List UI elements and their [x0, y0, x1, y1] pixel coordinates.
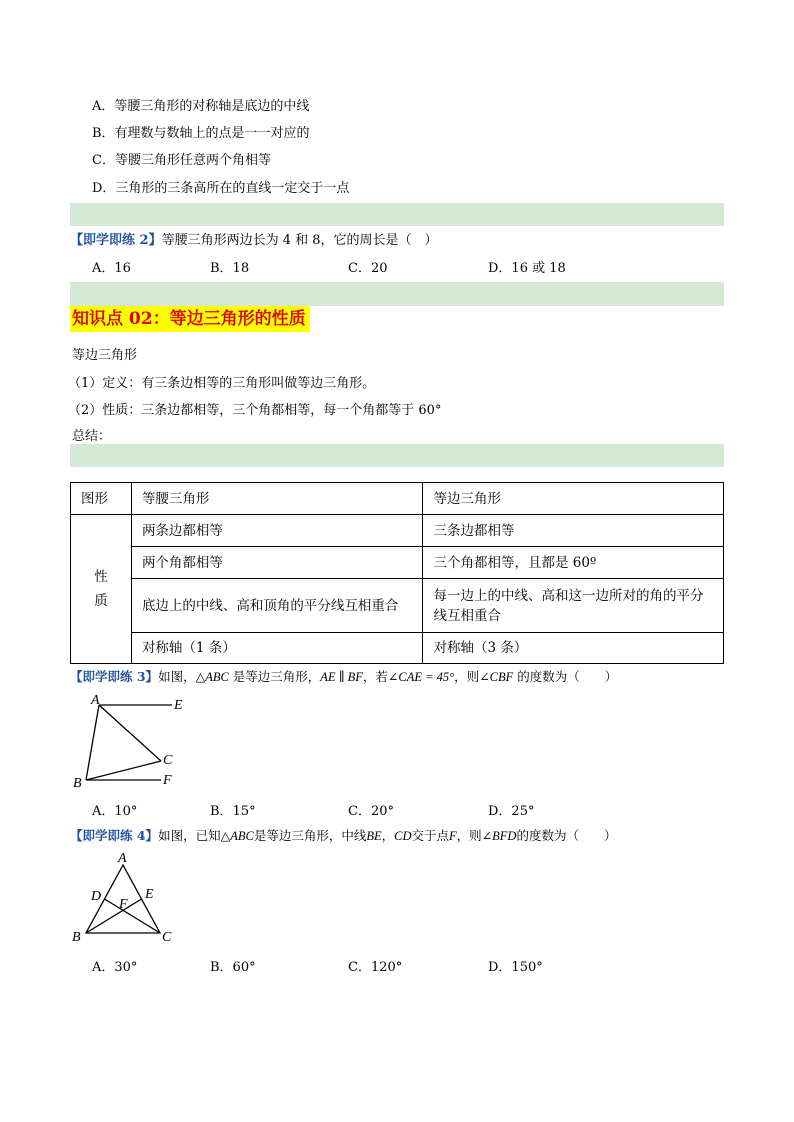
q3-option-a: A．10° — [92, 804, 138, 819]
q1-option-c: C．等腰三角形任意两个角相等 — [92, 153, 271, 168]
comparison-table — [70, 482, 724, 664]
answer-band — [70, 444, 724, 467]
q4-label-a: A — [118, 851, 127, 866]
q4-text: 如图，已知 — [158, 828, 221, 843]
table-cell: 对称轴（3 条） — [423, 633, 724, 664]
q4-label-d: D — [91, 889, 102, 904]
q2-tag: 【即学即练 2】 — [70, 233, 162, 248]
q3-tag: 【即学即练 3】 — [70, 669, 159, 684]
q3-math: ∠CBF — [479, 670, 514, 684]
q4-label-f: F — [119, 897, 128, 912]
table-cell: 两个角都相等 — [131, 547, 423, 579]
table-header-row — [71, 483, 724, 515]
q3-option-b: B．15° — [210, 804, 256, 819]
q1-option-d: D．三角形的三条高所在的直线一定交于一点 — [92, 181, 350, 196]
q1-option-b: B．有理数与数轴上的点是一一对应的 — [92, 126, 310, 141]
table-cell: 底边上的中线、高和顶角的平分线互相重合 — [131, 579, 423, 633]
q2-stem — [70, 229, 438, 248]
q2-option-a: A．16 — [92, 261, 131, 276]
q4-option-c: C．120° — [348, 960, 403, 975]
q3-label-b: B — [73, 776, 82, 790]
q4-option-a: A．30° — [92, 960, 138, 975]
table-row — [71, 547, 724, 579]
q4-text: ， — [381, 828, 395, 843]
table-cell: 两条边都相等 — [131, 515, 423, 547]
table-header-cell: 图形 — [71, 483, 132, 515]
q4-option-d: D．150° — [488, 960, 543, 975]
table-cell: 对称轴（1 条） — [131, 633, 423, 664]
section-subtitle: 等边三角形 — [72, 348, 138, 363]
q3-label-a: A — [91, 693, 100, 708]
q3-line-ab — [86, 705, 99, 780]
q2-option-b: B．18 — [210, 261, 250, 276]
q3-option-d: D．25° — [488, 804, 535, 819]
q4-text: ，则 — [456, 828, 482, 843]
q4-math: BE — [366, 829, 382, 843]
q4-tag: 【即学即练 4】 — [70, 828, 159, 843]
q2-text: 等腰三角形两边长为 4 和 8，它的周长是（ ） — [161, 233, 438, 248]
q4-math: ∠BFD — [481, 829, 517, 843]
table-row — [71, 515, 724, 547]
table-row — [71, 633, 724, 664]
property-text: （2）性质：三条边都相等，三个角都相等，每一个角都等于 60° — [68, 403, 442, 418]
q3-text: 的度数为（ ） — [513, 669, 618, 684]
q3-text: ，则 — [454, 669, 480, 684]
q2-option-c: C．20 — [348, 261, 388, 276]
q4-label-c: C — [162, 930, 172, 945]
q3-label-e: E — [174, 698, 183, 713]
section-heading: 知识点 02：等边三角形的性质 — [70, 306, 310, 332]
q2-option-d: D．16 或 18 — [488, 261, 566, 276]
q3-text: ，若 — [362, 669, 388, 684]
table-cell: 三个角都相等，且都是 60º — [423, 547, 724, 579]
q1-option-a: A．等腰三角形的对称轴是底边的中线 — [92, 99, 310, 114]
table-header-cell: 等腰三角形 — [131, 483, 423, 515]
definition-text: （1）定义：有三条边相等的三角形叫做等边三角形。 — [68, 376, 376, 391]
q4-label-e: E — [145, 887, 154, 902]
q4-text: 交于点 — [411, 828, 450, 843]
q3-stem — [70, 667, 617, 685]
q3-line-bc — [86, 761, 161, 780]
table-header-cell: 等边三角形 — [423, 483, 724, 515]
q4-stem — [70, 826, 616, 844]
q3-text: 是等边三角形， — [228, 669, 321, 684]
q4-option-b: B．60° — [210, 960, 256, 975]
q3-math: AE ∥ BF — [320, 670, 363, 684]
q4-math: △ABC — [220, 829, 254, 843]
q4-math: CD — [394, 829, 412, 843]
q4-math: F — [449, 829, 457, 843]
answer-band — [70, 203, 724, 226]
table-row-label: 性 质 — [71, 515, 132, 664]
q4-figure — [66, 848, 186, 948]
q3-math: △ABC — [195, 670, 229, 684]
q3-line-ac — [99, 705, 161, 761]
q4-text: 是等边三角形，中线 — [253, 828, 367, 843]
q3-label-c: C — [163, 753, 173, 768]
q3-label-f: F — [163, 773, 172, 788]
summary-label: 总结： — [72, 429, 112, 444]
q4-text: 的度数为（ ） — [516, 828, 617, 843]
q3-option-c: C．20° — [348, 804, 394, 819]
table-cell: 每一边上的中线、高和这一边所对的角的平分线互相重合 — [423, 579, 724, 633]
q3-math: ∠CAE = 45° — [387, 670, 455, 684]
q3-figure — [66, 690, 196, 790]
table-cell: 三条边都相等 — [423, 515, 724, 547]
table-row — [71, 579, 724, 633]
q4-label-b: B — [72, 930, 81, 945]
q3-text: 如图， — [158, 669, 196, 684]
answer-band — [70, 282, 724, 306]
